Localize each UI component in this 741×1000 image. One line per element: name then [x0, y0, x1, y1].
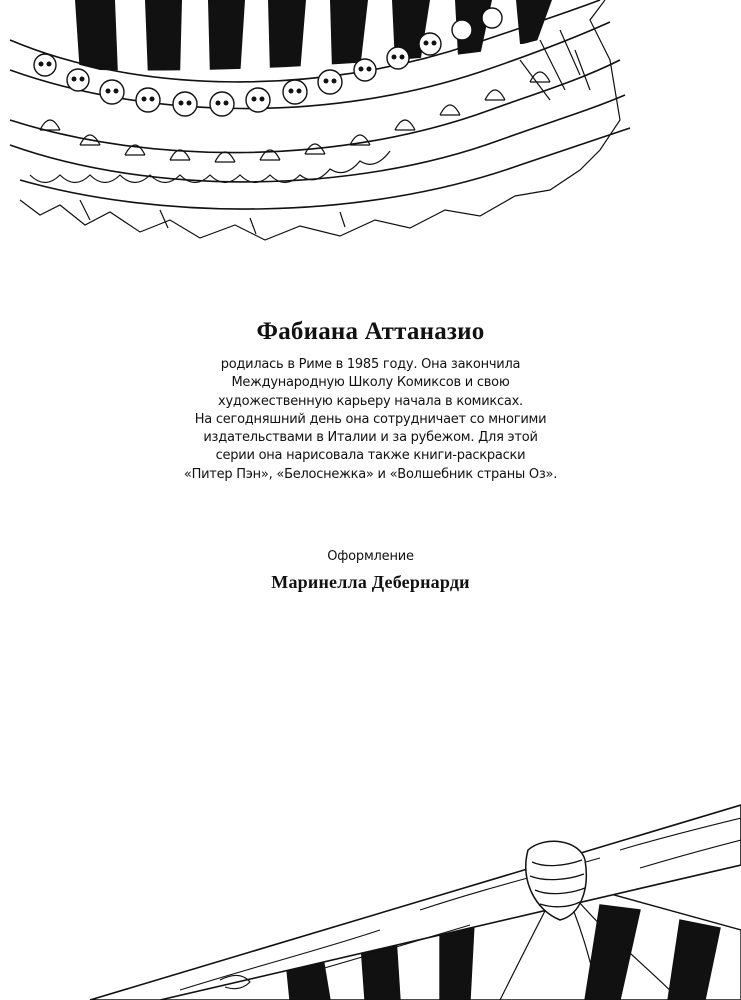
credit-name: Маринелла Дебернарди: [271, 572, 470, 592]
credit-role: Оформление: [327, 549, 414, 564]
author-section: [0, 312, 741, 484]
design-credit: [0, 547, 741, 597]
wooden-pole-illustration: [0, 790, 741, 1000]
author-name: Фабиана Аттаназио: [256, 318, 485, 345]
striped-canopy-illustration: [0, 0, 741, 250]
bio-line: художественную карьеру начала в комиксах.: [218, 393, 523, 409]
author-bio: [0, 356, 741, 484]
bio-line: На сегодняшний день она сотрудничает со многими: [194, 411, 547, 427]
bio-line: «Питер Пэн», «Белоснежка» и «Волшебник страны Оз».: [183, 466, 558, 482]
bio-line: серии она нарисовала также книги-раскраски: [215, 448, 526, 464]
bio-line: родилась в Риме в 1985 году. Она закончила: [220, 357, 521, 372]
bio-line: издательствами в Италии и за рубежом. Для этой: [203, 430, 538, 446]
bio-line: Международную Школу Комиксов и свою: [231, 375, 510, 391]
